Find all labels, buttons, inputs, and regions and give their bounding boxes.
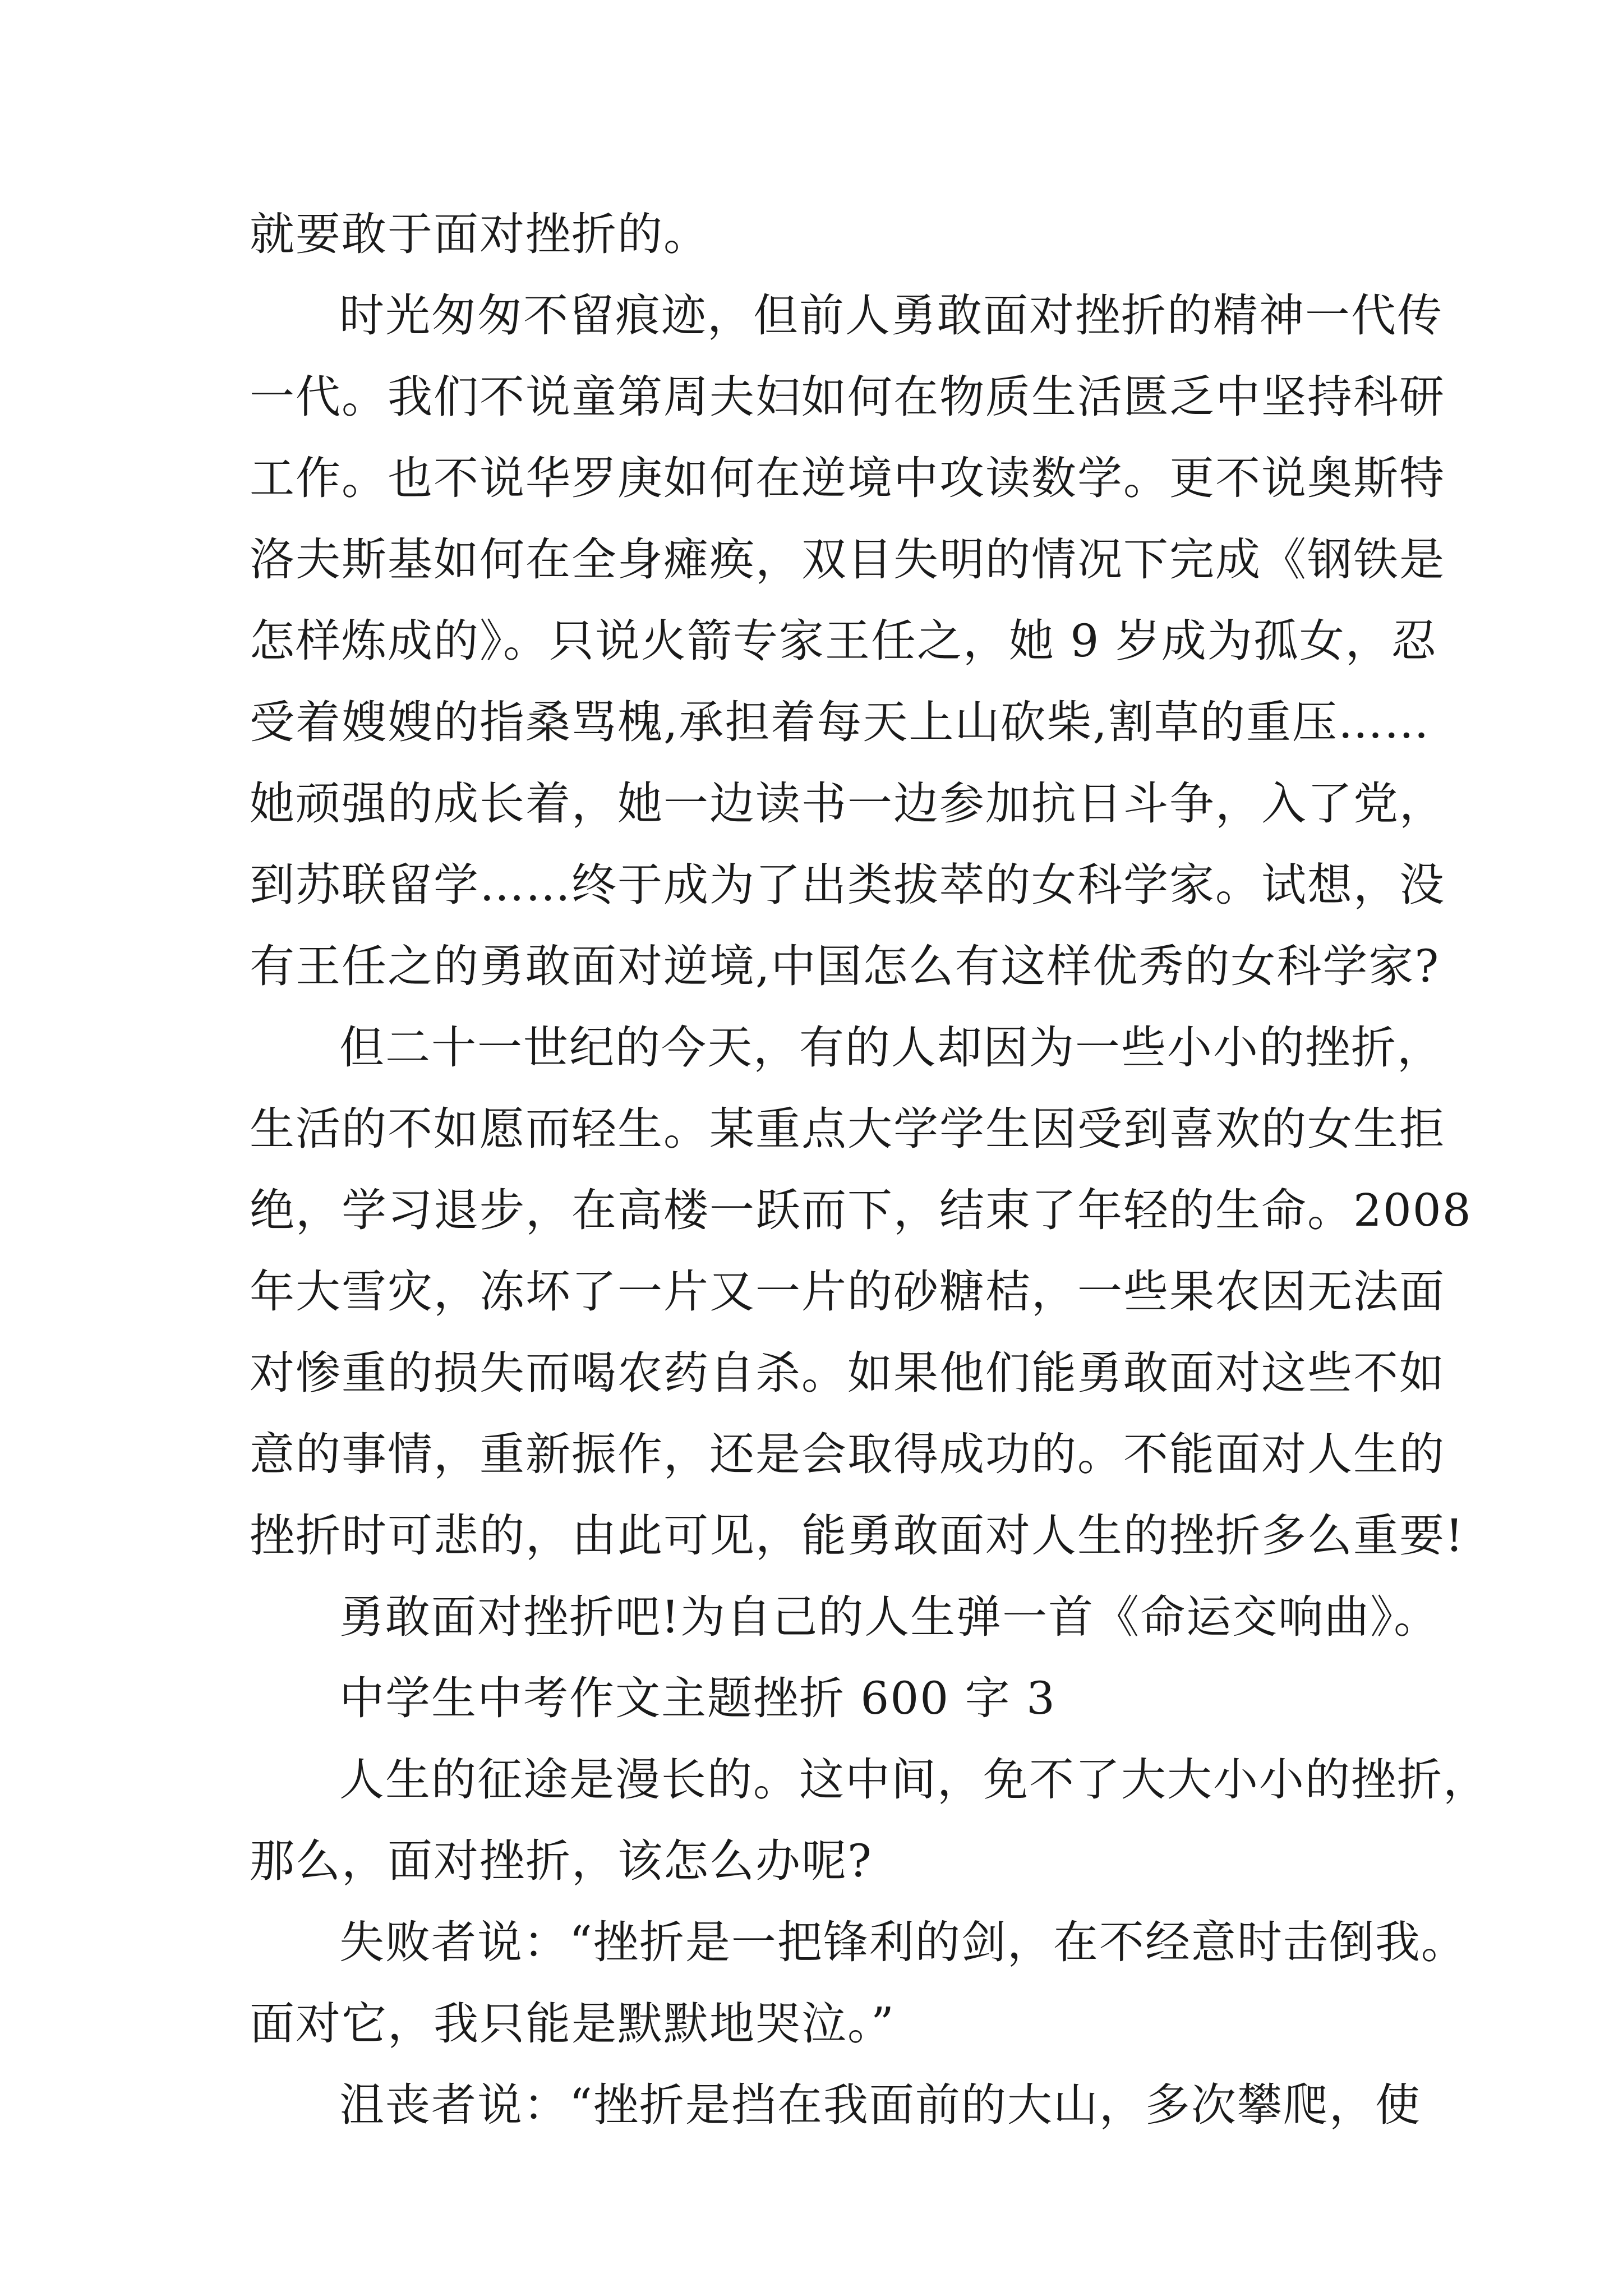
text-line: 沮丧者说：“挫折是挡在我面前的大山，多次攀爬，使 xyxy=(339,2079,1421,2131)
text-line: 她顽强的成长着，她一边读书一边参加抗日斗争，入了党， xyxy=(250,777,1445,830)
text-line: 就要敢于面对挫折的。 xyxy=(250,208,709,260)
text-line: 一代。我们不说童第周夫妇如何在物质生活匮乏中坚持科研 xyxy=(250,371,1445,423)
text-line: 那么，面对挫折，该怎么办呢? xyxy=(250,1835,873,1887)
text-line: 有王任之的勇敢面对逆境,中国怎么有这样优秀的女科学家? xyxy=(250,940,1440,992)
text-line: 失败者说：“挫折是一把锋利的剑，在不经意时击倒我。 xyxy=(339,1916,1467,1968)
text-line: 中学生中考作文主题挫折 600 字 3 xyxy=(339,1672,1056,1724)
text-line: 工作。也不说华罗庚如何在逆境中攻读数学。更不说奥斯特 xyxy=(250,452,1445,504)
text-line: 绝，学习退步，在高楼一跃而下，结束了年轻的生命。2008 xyxy=(250,1184,1472,1236)
essay-text xyxy=(250,194,1489,2146)
text-line: 勇敢面对挫折吧!为自己的人生弹一首《命运交响曲》。 xyxy=(339,1591,1440,1643)
text-line: 人生的征途是漫长的。这中间，免不了大大小小的挫折， xyxy=(339,1754,1489,1806)
text-line: 生活的不如愿而轻生。某重点大学学生因受到喜欢的女生拒 xyxy=(250,1103,1445,1155)
text-line: 意的事情，重新振作，还是会取得成功的。不能面对人生的 xyxy=(250,1428,1445,1480)
text-line: 但二十一世纪的今天，有的人却因为一些小小的挫折， xyxy=(339,1022,1443,1074)
text-line: 时光匆匆不留痕迹，但前人勇敢面对挫折的精神一代传 xyxy=(339,289,1443,342)
text-line: 面对它，我只能是默默地哭泣。” xyxy=(250,1998,895,2050)
text-line: 年大雪灾，冻坏了一片又一片的砂糖桔，一些果农因无法面 xyxy=(250,1266,1445,1318)
text-line: 到苏联留学……终于成为了出类拔萃的女科学家。试想，没 xyxy=(250,859,1445,911)
text-line: 对惨重的损失而喝农药自杀。如果他们能勇敢面对这些不如 xyxy=(250,1347,1445,1399)
text-line: 洛夫斯基如何在全身瘫痪，双目失明的情况下完成《钢铁是 xyxy=(250,533,1445,586)
text-line: 受着嫂嫂的指桑骂槐,承担着每天上山砍柴,割草的重压…… xyxy=(250,696,1430,748)
text-line: 怎样炼成的》。只说火箭专家王任之，她 9 岁成为孤女，忍 xyxy=(250,615,1437,667)
text-line: 挫折时可悲的，由此可见，能勇敢面对人生的挫折多么重要! xyxy=(250,1510,1465,1562)
